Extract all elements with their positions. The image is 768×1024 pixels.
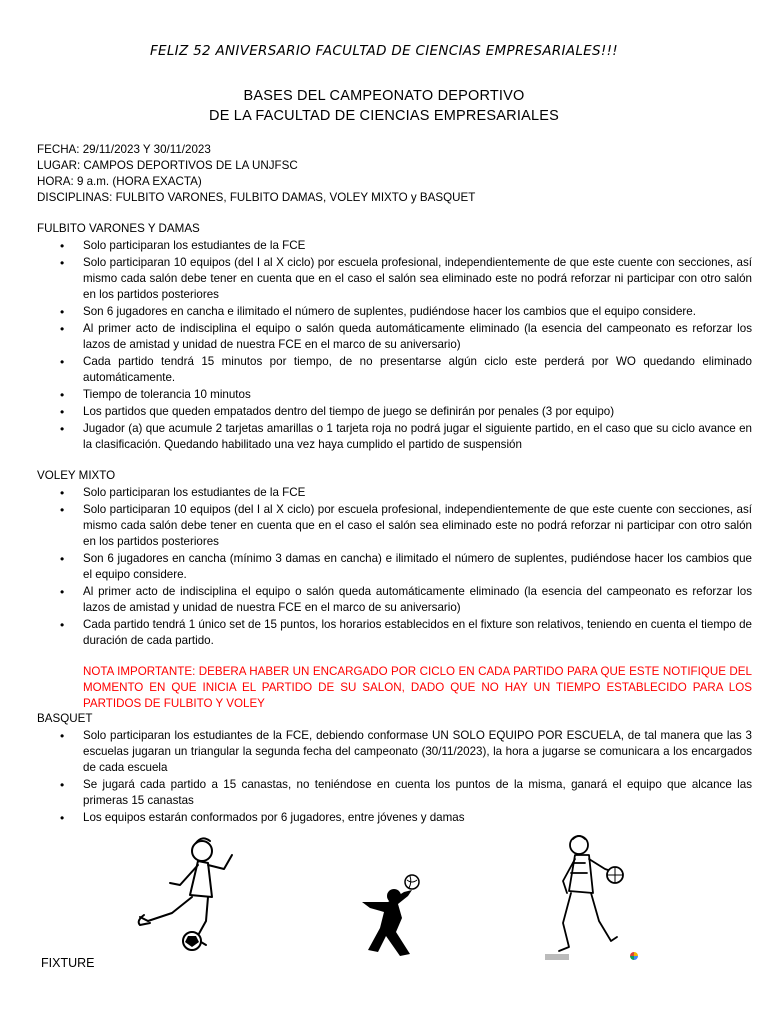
anniversary-banner: FELIZ 52 ANIVERSARIO FACULTAD DE CIENCIAS EMPRESARIALES!!!	[149, 43, 619, 59]
basketball-player-icon	[555, 833, 645, 958]
event-disciplines: DISCIPLINAS: FULBITO VARONES, FULBITO DAMAS, VOLEY MIXTO y BASQUET	[37, 191, 476, 204]
voley-rules-list	[60, 485, 752, 650]
colored-badge-icon	[630, 952, 638, 960]
basquet-rules-list	[60, 728, 752, 827]
list-item: • Solo participaran los estudiantes de la FCE	[60, 485, 752, 501]
section-heading-voley: VOLEY MIXTO	[37, 469, 116, 482]
volleyball-player-icon	[352, 872, 452, 960]
event-location: LUGAR: CAMPOS DEPORTIVOS DE LA UNJFSC	[37, 159, 298, 172]
list-item: • Solo participaran los estudiantes de la FCE	[60, 238, 752, 254]
watermark-logo	[545, 954, 569, 960]
important-note: NOTA IMPORTANTE: DEBERA HABER UN ENCARGADO POR CICLO EN CADA PARTIDO PARA QUE ESTE NOTIFIQUE DEL MOMENTO EN QUE INICIA EL PARTIDO DE SU SALON, DADO QUE NO HAY UN TIEMPO ESTABLECIDO PARA LOS PARTIDOS DE FULBITO Y VOLEY	[83, 665, 752, 710]
list-item: • Son 6 jugadores en cancha e ilimitado el número de suplentes, pudiéndose hacer los cambios que el equipo considere.	[60, 304, 752, 320]
title-line-1: BASES DEL CAMPEONATO DEPORTIVO	[243, 88, 525, 104]
list-item: • Se jugará cada partido a 15 canastas, no teniéndose en cuenta los puntos de la misma, ganará el equipo que alcance las primeras 15 canastas	[60, 777, 752, 809]
list-item: • Los partidos que queden empatados dentro del tiempo de juego se definirán por penales (3 por equipo)	[60, 404, 752, 420]
fixture-heading: FIXTURE	[41, 956, 95, 970]
list-item: • Jugador (a) que acumule 2 tarjetas amarillas o 1 tarjeta roja no podrá jugar el siguiente partido, en el caso que su ciclo avance en la clasificación. Quedando habilitado una vez haya cumplido el partido de suspensión	[60, 421, 752, 453]
document-title	[0, 86, 768, 126]
list-item: • Los equipos estarán conformados por 6 jugadores, entre jóvenes y damas	[60, 810, 752, 826]
event-details	[37, 142, 475, 206]
event-date: FECHA: 29/11/2023 Y 30/11/2023	[37, 143, 211, 156]
list-item: • Solo participaran los estudiantes de la FCE, debiendo conformase UN SOLO EQUIPO POR ESCUELA, de tal manera que las 3 escuelas jugaran un triangular la segunda fecha del campeonato (30/11/2023), la hora a jugarse se comunicara a los encargados de cada escuela	[60, 728, 752, 776]
section-heading-basquet: BASQUET	[37, 712, 93, 725]
list-item: • Solo participaran 10 equipos (del I al X ciclo) por escuela profesional, independientemente de que este cuente con secciones, así mismo cada salón debe tener en cuenta que en el caso el salón sea eliminado este no podrá reforzar ni participar con otro salón en los partidos posteriores	[60, 255, 752, 303]
list-item: • Al primer acto de indisciplina el equipo o salón queda automáticamente eliminado (la esencia del campeonato es reforzar los lazos de amistad y unidad de nuestra FCE en el marco de su aniversario)	[60, 321, 752, 353]
list-item: • Solo participaran 10 equipos (del I al X ciclo) por escuela profesional, independientemente de que este cuente con secciones, así mismo cada salón debe tener en cuenta que en el caso el salón sea eliminado este no podrá reforzar ni participar con otro salón en los partidos posteriores	[60, 502, 752, 550]
event-time: HORA: 9 a.m. (HORA EXACTA)	[37, 175, 202, 188]
list-item: • Cada partido tendrá 1 único set de 15 puntos, los horarios establecidos en el fixture son relativos, teniendo en cuenta el tiempo de duración de cada partido.	[60, 617, 752, 649]
list-item: • Tiempo de tolerancia 10 minutos	[60, 387, 752, 403]
list-item: • Al primer acto de indisciplina el equipo o salón queda automáticamente eliminado (la esencia del campeonato es reforzar los lazos de amistad y unidad de nuestra FCE en el marco de su aniversario)	[60, 584, 752, 616]
title-line-2: DE LA FACULTAD DE CIENCIAS EMPRESARIALES	[209, 108, 559, 124]
list-item: • Son 6 jugadores en cancha (mínimo 3 damas en cancha) e ilimitado el número de suplentes, pudiéndose hacer los cambios que el equipo considere.	[60, 551, 752, 583]
section-heading-fulbito: FULBITO VARONES Y DAMAS	[37, 222, 200, 235]
list-item: • Cada partido tendrá 15 minutos por tiempo, de no presentarse algún ciclo este perderá por WO quedando eliminado automáticamente.	[60, 354, 752, 386]
fulbito-rules-list	[60, 238, 752, 454]
soccer-player-icon	[120, 835, 250, 955]
